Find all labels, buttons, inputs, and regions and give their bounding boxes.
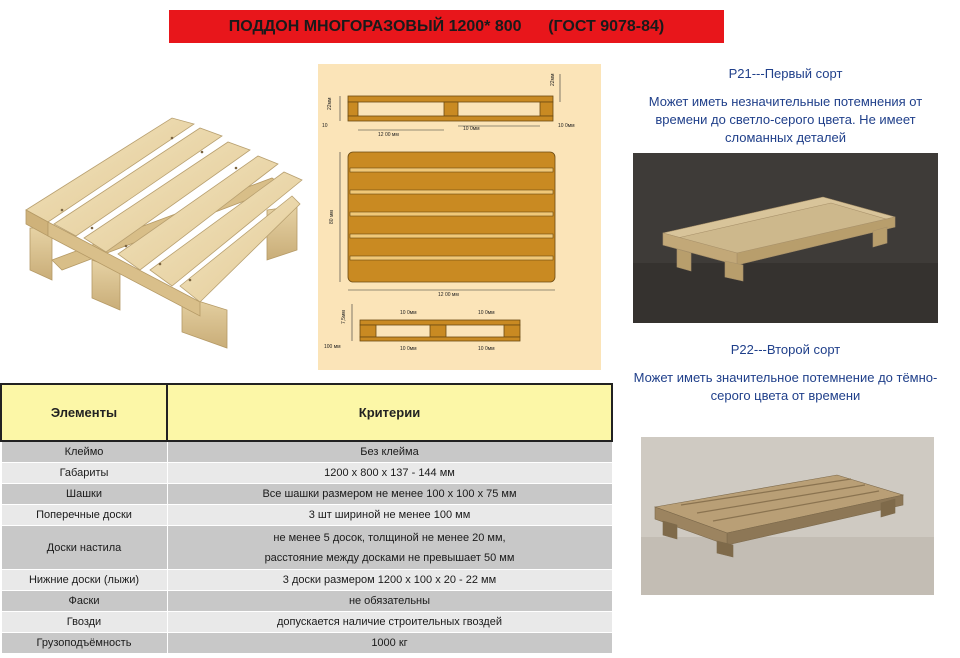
row-criteria-line: не менее 5 досок, толщиной не менее 20 мм, (273, 531, 506, 544)
row-element: Фаски (1, 591, 167, 612)
table-row (1, 591, 612, 612)
row-element: Поперечные доски (1, 505, 167, 526)
row-element: Грузоподъёмность (1, 633, 167, 654)
dim-h1: 22мм (327, 97, 333, 110)
technical-drawing (318, 64, 601, 370)
row-criteria-line: расстояние между досками не превышает 50 мм (264, 551, 515, 564)
row-criteria: Все шашки размером не менее 100 х 100 х 75 мм (167, 484, 612, 505)
grade-r22-heading: Р22---Второй сорт (730, 342, 841, 357)
grade-r22-photo (641, 437, 934, 595)
row-element: Доски настила (1, 526, 167, 570)
row-criteria: Без клейма (167, 441, 612, 463)
dim-w2: 10 0мм (463, 126, 480, 132)
grade-r21-photo (633, 153, 938, 323)
row-element: Гвозди (1, 612, 167, 633)
table-row (1, 570, 612, 591)
row-criteria: не обязательны (167, 591, 612, 612)
row-criteria: 1200 х 800 х 137 - 144 мм (167, 463, 612, 484)
row-criteria: 1000 кг (167, 633, 612, 654)
dim-h2: 22мм (550, 73, 556, 86)
page-title: ПОДДОН МНОГОРАЗОВЫЙ 1200* 800 (ГОСТ 9078-84) (169, 10, 724, 43)
row-element: Клеймо (1, 441, 167, 463)
row-criteria: допускается наличие строительных гвоздей (167, 612, 612, 633)
table-header-criteria: Критерии (167, 384, 612, 441)
dim-bottom-h2: 100 мм (324, 344, 341, 350)
row-element: Нижние доски (лыжи) (1, 570, 167, 591)
plan-view (329, 152, 555, 298)
dim-gap: 10 (322, 123, 328, 129)
row-criteria (167, 526, 612, 570)
dim-plan-height: 80 мм (329, 210, 335, 224)
row-element: Шашки (1, 484, 167, 505)
row-criteria: 3 шт шириной не менее 100 мм (167, 505, 612, 526)
dim-w1: 12 00 мм (378, 132, 399, 138)
table-header-elements: Элементы (1, 384, 167, 441)
dim-bottom-b3: 10 0мм (400, 346, 417, 352)
table-row (1, 441, 612, 463)
criteria-table (0, 383, 613, 654)
pallet-illustration (22, 110, 304, 355)
table-row (1, 526, 612, 570)
grade-r21-description: Может иметь незначительные потемнения от времени до светло-серого цвета. Не имеет сломанных деталей (648, 94, 923, 145)
dim-bottom-b4: 10 0мм (478, 346, 495, 352)
side-view-bottom (324, 304, 520, 352)
table-row (1, 633, 612, 654)
row-element: Габариты (1, 463, 167, 484)
table-row (1, 484, 612, 505)
dim-w3: 10 0мм (558, 123, 575, 129)
dim-bottom-b1: 10 0мм (400, 310, 417, 316)
dim-bottom-b2: 10 0мм (478, 310, 495, 316)
table-row (1, 612, 612, 633)
side-view-top (322, 73, 575, 138)
grade-r21-heading: Р21---Первый сорт (728, 66, 843, 81)
dim-bottom-h1: 7,5мм (341, 310, 347, 324)
grade-r22-description: Может иметь значительное потемнение до тёмно-серого цвета от времени (633, 370, 938, 403)
dim-plan-width: 12 00 мм (438, 292, 459, 298)
table-row (1, 463, 612, 484)
table-row (1, 505, 612, 526)
row-criteria: 3 доски размером 1200 х 100 х 20 - 22 мм (167, 570, 612, 591)
